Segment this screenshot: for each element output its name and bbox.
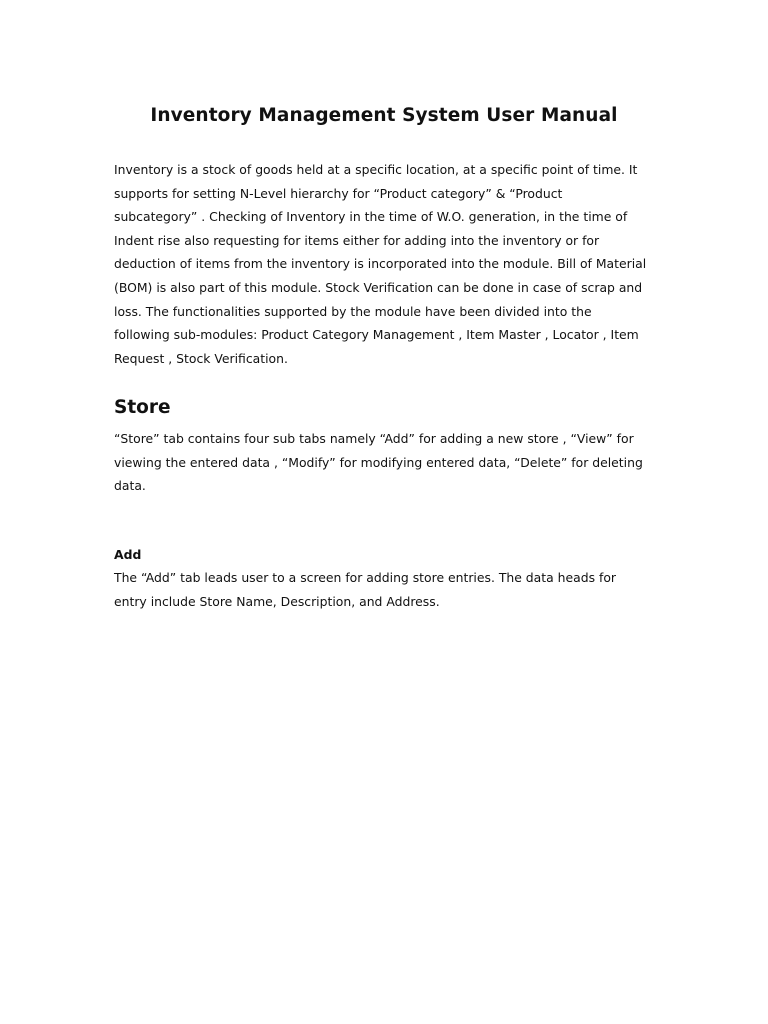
intro-line: Indent rise also requesting for items either for adding into the inventory or for: [114, 232, 600, 248]
intro-line: (BOM) is also part of this module. Stock Verification can be done in case of scrap and: [114, 279, 643, 295]
intro-line: following sub-modules: Product Category Management , Item Master , Locator , Item: [114, 327, 639, 343]
intro-line: supports for setting N-Level hierarchy for “Product category” & “Product: [114, 185, 563, 201]
intro-line: loss. The functionalities supported by the module have been divided into the: [114, 303, 592, 319]
store-section-heading: Store: [114, 397, 171, 418]
store-line: “Store” tab contains four sub tabs namely “Add” for adding a new store , “View” for: [114, 431, 634, 446]
store-section-paragraph: [114, 427, 674, 498]
add-line: The “Add” tab leads user to a screen for adding store entries. The data heads for: [114, 570, 617, 585]
intro-line: Inventory is a stock of goods held at a specific location, at a specific point of time. It: [114, 162, 638, 177]
add-section-paragraph: [114, 566, 674, 613]
intro-line: subcategory” . Checking of Inventory in the time of W.O. generation, in the time of: [114, 209, 628, 225]
intro-line: Request , Stock Verification.: [114, 350, 288, 366]
add-section-heading: Add: [114, 547, 142, 562]
add-line: entry include Store Name, Description, and Address.: [114, 593, 440, 609]
intro-paragraph: [114, 158, 674, 370]
document-title: Inventory Management System User Manual: [150, 105, 618, 127]
intro-line: deduction of items from the inventory is incorporated into the module. Bill of Material: [114, 256, 647, 272]
store-line: viewing the entered data , “Modify” for modifying entered data, “Delete” for deleting: [114, 454, 643, 470]
store-line: data.: [114, 478, 146, 494]
